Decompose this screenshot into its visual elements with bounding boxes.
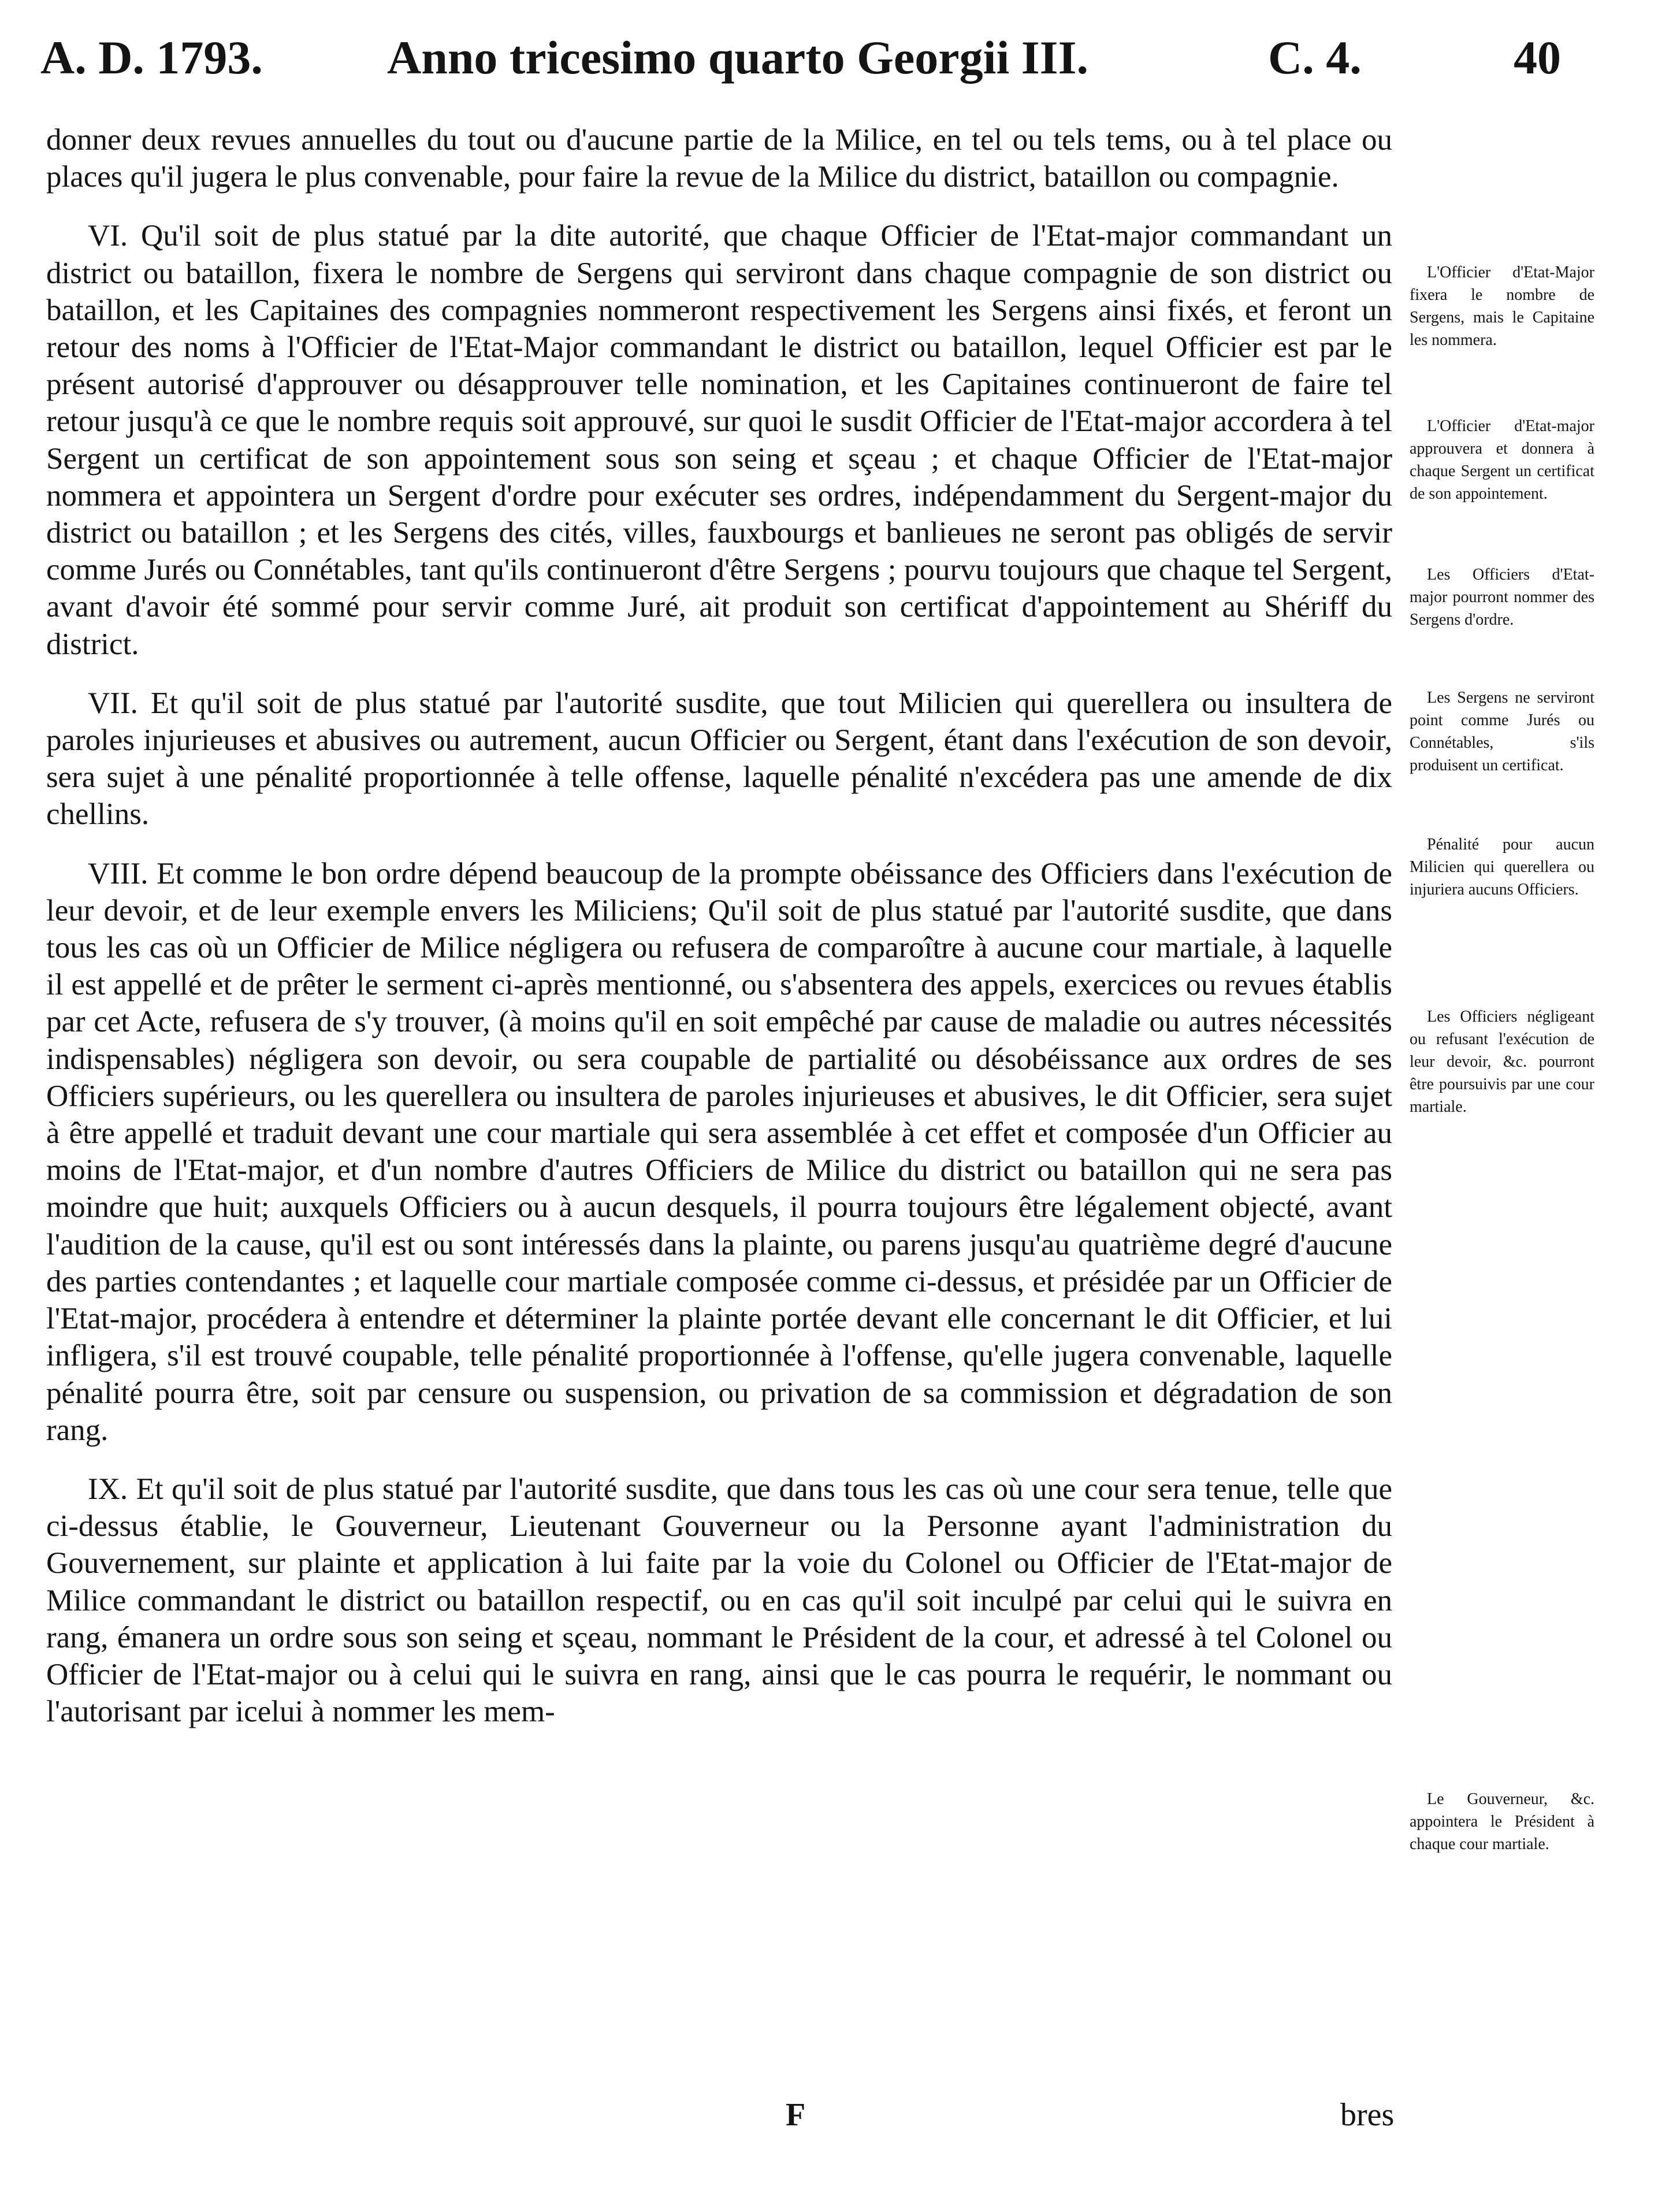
header-chapter: C. 4.: [1268, 31, 1362, 84]
paragraph-section-vi: VI. Qu'il soit de plus statué par la dite autorité, que chaque Officier de l'Etat-major commandant un district ou bataillon, fixera le nombre de Sergens qui serviront dans chaque compagnie de son district ou bataillon, et les Capitaines des compagnies nommeront respectivement les Sergens ainsi fixés, et feront un retour des noms à l'Officier de l'Etat-Major commandant le district ou bataillon, lequel Officier est par le présent autorisé d'approuver ou désapprouver telle nomination, et les Capitaines continueront de faire tel retour jusqu'à ce que le nombre requis soit approuvé, sur quoi le susdit Officier de l'Etat-major accordera à tel Sergent un certificat de son appointement sous son seing et sçeau ; et chaque Officier de l'Etat-major nommera et appointera un Sergent d'ordre pour exécuter ses ordres, indépendamment du Sergent-major du district ou bataillon ; et les Sergens des cités, villes, fauxbourgs et banlieues ne seront pas obligés de servir comme Jurés ou Connétables, tant qu'ils continueront d'être Sergens ; pourvu toujours que chaque tel Sergent, avant d'avoir été sommé pour servir comme Juré, ait produit son certificat d'appointement au Shériff du district.: [46, 219, 1392, 661]
margin-note: Le Gouverneur, &c. appointera le Président à chaque cour martiale.: [1410, 1790, 1594, 1853]
paragraph-section-viii: VIII. Et comme le bon ordre dépend beaucoup de la prompte obéissance des Officiers dans l'exécution de leur devoir, et de leur exemple envers les Miliciens; Qu'il soit de plus statué par l'autorité susdite, que dans tous les cas où un Officier de Milice négligera ou refusera de comparoître à aucune cour martiale, à laquelle il est appellé et de prêter le serment ci-après mentionné, ou s'absentera des appels, exercices ou revues établis par cet Acte, refusera de s'y trouver, (à moins qu'il en soit empêché par cause de maladie ou autres nécessités indispensables) négligera son devoir, ou sera coupable de partialité ou désobéissance aux ordres de ses Officiers supérieurs, ou les querellera ou insultera de paroles injurieuses et abusives, le dit Officier, sera sujet à être appellé et traduit devant une cour martiale qui sera assemblée à cet effet et composée d'un Officier au moins de l'Etat-major, et d'un nombre d'autres Officiers de Milice du district ou bataillon qui ne sera pas moindre que huit; auxquels Officiers ou à aucun desquels, il pourra toujours être légalement objecté, avant l'audition de la cause, qu'il est ou sont intéressés dans la plainte, ou parens jusqu'au quatrième degré d'aucune des parties contendantes ; et laquelle cour martiale composée comme ci-dessus, et présidée par un Officier de l'Etat-major, procédera à entendre et déterminer la plainte portée devant elle concernant le dit Officier, et lui infligera, s'il est trouvé coupable, telle pénalité proportionnée à l'offense, qu'elle jugera convenable, laquelle pénalité pourra être, soit par censure ou suspension, ou privation de sa commission et dégradation de son rang.: [46, 856, 1392, 1447]
margin-note: Les Officiers négligeant ou refusant l'exécution de leur devoir, &c. pourront être poursuivis par une cour martiale.: [1410, 1008, 1594, 1116]
margin-note: Les Officiers d'Etat-major pourront nommer des Sergens d'ordre.: [1410, 566, 1594, 629]
paragraph-section-vii: VII. Et qu'il soit de plus statué par l'autorité susdite, que tout Milicien qui querellera ou insultera de paroles injurieuses et abusives ou autrement, aucun Officier ou Sergent, étant dans l'exécution de son devoir, sera sujet à une pénalité proportionnée à telle offense, laquelle pénalité n'excédera pas une amende de dix chellins.: [46, 686, 1392, 832]
body-text: [46, 121, 1392, 1730]
page-footer: [0, 2092, 1658, 2138]
margin-note: Les Sergens ne serviront point comme Jurés ou Connétables, s'ils produisent un certificat.: [1410, 689, 1594, 774]
margin-note: Pénalité pour aucun Milicien qui querellera ou injuriera aucuns Officiers.: [1410, 836, 1594, 899]
header-title: Anno tricesimo quarto Georgii III.: [387, 31, 1088, 84]
page-number: 40: [1514, 31, 1561, 84]
signature-mark: F: [786, 2097, 806, 2133]
header-year: A. D. 1793.: [40, 31, 263, 84]
paragraph-continuation: donner deux revues annuelles du tout ou d'aucune partie de la Milice, en tel ou tels tems, ou à tel place ou places qu'il jugera le plus convenable, pour faire la revue de la Milice du district, bataillon ou compagnie.: [46, 123, 1392, 194]
margin-note: L'Officier d'Etat-Major fixera le nombre de Sergens, mais le Capitaine les nommera.: [1410, 263, 1594, 349]
running-header: [40, 23, 1600, 92]
margin-note: L'Officier d'Etat-major approuvera et donnera à chaque Sergent un certificat de son appointement.: [1410, 417, 1594, 503]
catchword: bres: [1340, 2097, 1395, 2133]
paragraph-section-ix: IX. Et qu'il soit de plus statué par l'autorité susdite, que dans tous les cas où une cour sera tenue, telle que ci-dessus établie, le Gouverneur, Lieutenant Gouverneur ou la Personne ayant l'administration du Gouvernement, sur plainte et application à lui faite par la voie du Colonel ou Officier de l'Etat-major de Milice commandant le district ou bataillon respectif, ou en cas qu'il soit inculpé par celui qui le suivra en rang, émanera un ordre sous son seing et sçeau, nommant le Président de la cour, et adressé à tel Colonel ou Officier de l'Etat-major ou à celui qui le suivra en rang, ainsi que le cas pourra le requérir, le nommant ou l'autorisant par icelui à nommer les mem-: [46, 1472, 1392, 1729]
